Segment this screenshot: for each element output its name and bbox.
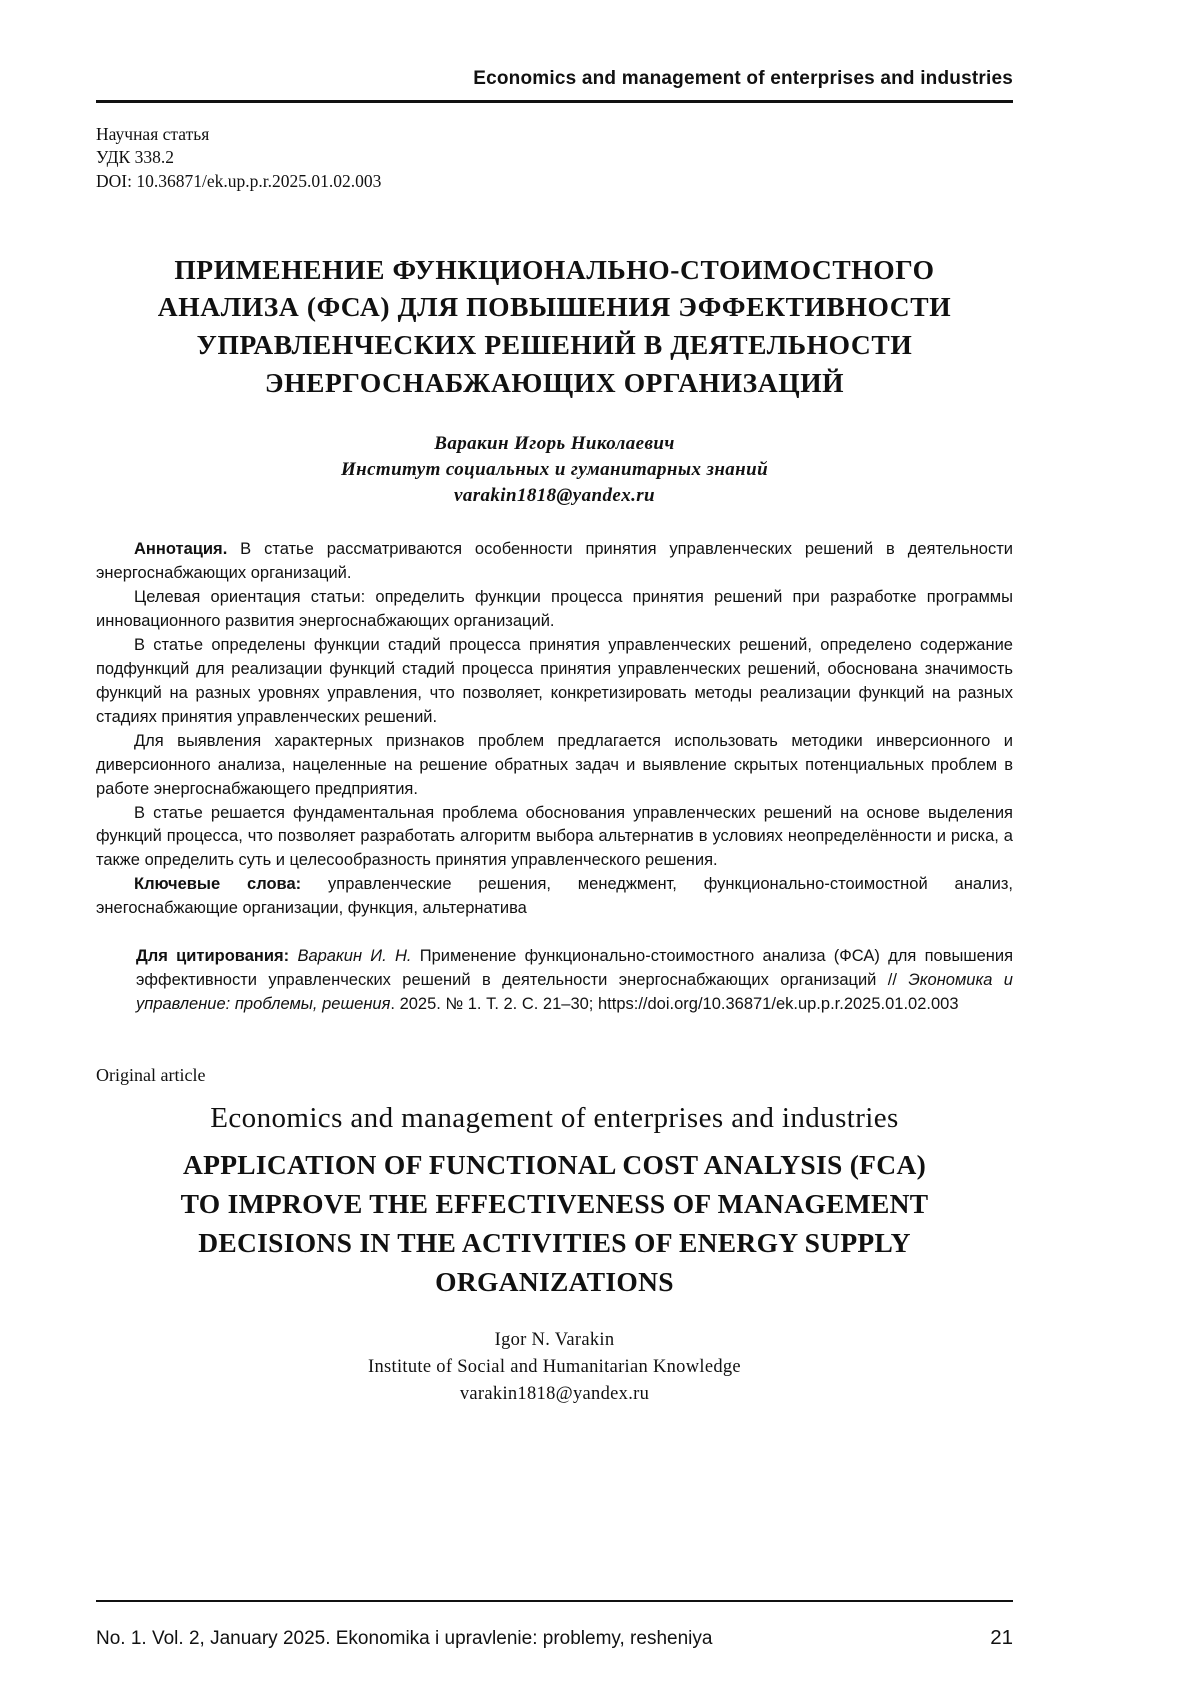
author-block-ru [96,431,1013,508]
original-article-label: Original article [96,1064,206,1085]
udc-label: УДК 338.2 [96,147,174,168]
email-ru: varakin1818@yandex.ru [453,484,656,506]
citation-tail: . 2025. № 1. Т. 2. С. 21–30; https://doi.org/10.36871/ek.up.p.r.2025.01.02.003 [390,995,959,1013]
page-footer [96,1600,1013,1650]
author-block-en [96,1327,1013,1409]
article-title-en [96,1145,1013,1301]
keywords-label: Ключевые слова: [134,875,302,894]
header-rule [96,100,1013,103]
author-name-ru: Варакин Игорь Николаевич [434,433,675,455]
article-title-ru [96,251,1013,402]
footer-rule [96,1600,1013,1602]
page-number: 21 [990,1626,1013,1649]
citation-journal: Экономика и управление: проблемы, решения [136,971,1013,1013]
title-line: ЭНЕРГОСНАБЖАЮЩИХ ОРГАНИЗАЦИЙ [264,366,845,398]
article-type-label: Научная статья [96,124,210,144]
abstract-label: Аннотация. [134,540,228,559]
affiliation-en: Institute of Social and Humanitarian Knowledge [368,1357,741,1378]
citation-block [136,945,1013,1017]
running-head: Economics and management of enterprises and industries [473,68,1013,89]
title-line: АНАЛИЗА (ФСА) ДЛЯ ПОВЫШЕНИЯ ЭФФЕКТИВНОСТИ [157,291,952,323]
title-line: TO IMPROVE THE EFFECTIVENESS OF MANAGEMENT [180,1187,929,1219]
citation-text: Применение функционально-стоимостного анализа (ФСА) для повышения эффективности управленческих решений в деятельности энергоснабжающих организаций // [136,947,1014,990]
section-heading-en: Economics and management of enterprises and industries [210,1101,899,1134]
title-line: DECISIONS IN THE ACTIVITIES OF ENERGY SUPPLY [198,1227,911,1259]
abstract-section [96,538,1013,921]
article-meta [96,123,1013,193]
title-line: APPLICATION OF FUNCTIONAL COST ANALYSIS (FCA) [182,1148,927,1180]
abstract-paragraph: Целевая ориентация статьи: определить функции процесса принятия решений при разработке программы инновационного развития энергоснабжающих организаций. [96,588,1013,631]
footer-text: No. 1. Vol. 2, January 2025. Ekonomika i upravlenie: problemy, resheniya [96,1628,713,1649]
abstract-paragraph: Для выявления характерных признаков проблем предлагается использовать методики инверсионного и диверсионного анализа, нацеленные на решение обратных задач и выявление скрытых потенциальных проблем в работе энергоснабжающего предприятия. [96,731,1013,798]
title-line: ORGANIZATIONS [435,1266,674,1298]
title-line: ПРИМЕНЕНИЕ ФУНКЦИОНАЛЬНО-СТОИМОСТНОГО [174,253,935,285]
email-en: varakin1818@yandex.ru [459,1384,650,1405]
keywords-text: управленческие решения, менеджмент, функционально-стоимостной анализ, энегоснабжающие организации, функция, альтернатива [96,875,1013,918]
citation-author: Варакин И. Н. [297,947,412,966]
doi-label: DOI: 10.36871/ek.up.p.r.2025.01.02.003 [96,170,382,191]
citation-label: Для цитирования: [136,947,290,966]
abstract-paragraph: В статье определены функции стадий процесса принятия управленческих решений, определено содержание подфункций для реализации функций стадий процесса принятия управленческих решений, обоснована значимость функций на разных уровнях управления, что позволяет, конкретизировать методы реализации функций на разных стадиях принятия управленческих решений. [96,636,1013,726]
title-line: УПРАВЛЕНЧЕСКИХ РЕШЕНИЙ В ДЕЯТЕЛЬНОСТИ [196,329,913,361]
abstract-paragraph: В статье решается фундаментальная проблема обоснования управленческих решений на основе выделения функций процесса, что позволяет разработать алгоритм выбора альтернатив в условиях неопределённости и риска, а также определить суть и целесообразность принятия управленческого решения. [96,803,1013,870]
affiliation-ru: Институт социальных и гуманитарных знаний [340,459,769,481]
abstract-paragraph [96,538,1013,586]
author-name-en: Igor N. Varakin [494,1330,615,1351]
abstract-text: В статье рассматриваются особенности принятия управленческих решений в деятельности энергоснабжающих организаций. [96,540,1013,583]
keywords-paragraph [96,873,1013,921]
